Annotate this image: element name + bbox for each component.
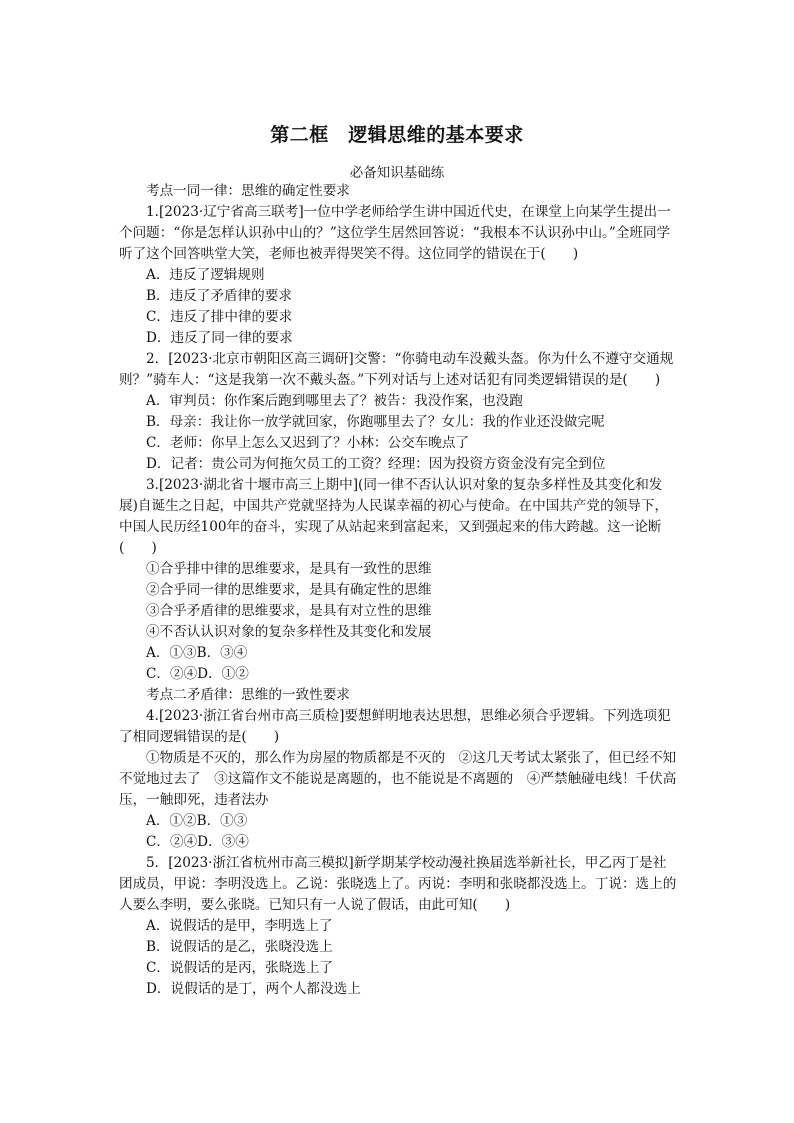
option-row: A．①③B．③④ bbox=[146, 645, 248, 661]
page-title: 第二框 逻辑思维的基本要求 bbox=[270, 124, 524, 146]
statement-items: ①物质是不灭的，那么作为房屋的物质都是不灭的 ②这几天考试太紧张了，但已经不知不觉地过去了 ③这篇作文不能说是离题的，也不能说是不离题的 ④严禁触碰电线！千伏高压，一触即死，违者法办 bbox=[119, 750, 677, 808]
option-a: A．违反了逻辑规则 bbox=[146, 267, 265, 283]
option-c: C．违反了排中律的要求 bbox=[146, 309, 293, 325]
option-b: B．违反了矛盾律的要求 bbox=[146, 288, 292, 304]
option-d: D．说假话的是丁，两个人都没选上 bbox=[146, 981, 361, 997]
option-row: C．②④D．③④ bbox=[146, 834, 249, 850]
statement-item: ②合乎同一律的思维要求，是具有确定性的思维 bbox=[146, 582, 432, 598]
statement-item: ③合乎矛盾律的思维要求，是具有对立性的思维 bbox=[146, 603, 432, 619]
option-b: B．说假话的是乙，张晓没选上 bbox=[146, 939, 333, 955]
option-b: B．母亲：我让你一放学就回家，你跑哪里去了？女儿：我的作业还没做完呢 bbox=[146, 414, 605, 430]
option-d: D．违反了同一律的要求 bbox=[146, 330, 293, 346]
question-stem: 4.[2023·浙江省台州市高三质检]要想鲜明地表达思想，思维必须合乎逻辑。下列选项犯了相同逻辑错误的是( ) bbox=[119, 708, 671, 745]
question-stem: 5．[2023·浙江省杭州市高三模拟]新学期某学校动漫社换届选举新社长，甲乙丙丁是社团成员，甲说：李明没选上。乙说：张晓选上了。丙说：李明和张晓都没选上。丁说：选上的人要么李明，要么张晓。已知只有一人说了假话，由此可知( ) bbox=[119, 855, 677, 913]
option-d: D．记者：贵公司为何拖欠员工的工资？经理：因为投资方资金没有完全到位 bbox=[146, 456, 606, 472]
question-stem: 2．[2023·北京市朝阳区高三调研]交警：“你骑电动车没戴头盔。你为什么不遵守交通规则？”骑车人：“这是我第一次不戴头盔。”下列对话与上述对话犯有同类逻辑错误的是( ) bbox=[119, 351, 674, 388]
option-row: C．②④D．①② bbox=[146, 666, 249, 682]
question-stem: 1.[2023·辽宁省高三联考]一位中学老师给学生讲中国近代史，在课堂上向某学生提出一个问题：“你是怎样认识孙中山的？”这位学生居然回答说：“我根本不认识孙中山。”全班同学听了这个回答哄堂大笑，老师也被弄得哭笑不得。这位同学的错误在于( ) bbox=[119, 204, 671, 262]
section-heading: 考点二矛盾律：思维的一致性要求 bbox=[146, 687, 350, 703]
question-content bbox=[119, 181, 679, 1000]
question-stem: 3.[2023·湖北省十堰市高三上期中](同一律不否认认识对象的复杂多样性及其变化和发展)自诞生之日起，中国共产党就坚持为人民谋幸福的初心与使命。在中国共产党的领导下，中国人民历经100年的奋斗，实现了从站起来到富起来，又到强起来的伟大跨越。这一论断( ) bbox=[119, 477, 669, 556]
statement-item: ④不否认认识对象的复杂多样性及其变化和发展 bbox=[146, 624, 432, 640]
statement-item: ①合乎排中律的思维要求，是具有一致性的思维 bbox=[146, 561, 432, 577]
option-row: A．①②B．①③ bbox=[146, 813, 248, 829]
option-c: C．老师：你早上怎么又迟到了？小林：公交车晚点了 bbox=[146, 435, 470, 451]
option-a: A．审判员：你作案后跑到哪里去了？被告：我没作案，也没跑 bbox=[146, 393, 523, 409]
option-c: C．说假话的是丙，张晓选上了 bbox=[146, 960, 334, 976]
option-a: A．说假话的是甲，李明选上了 bbox=[146, 918, 333, 934]
section-heading: 考点一同一律：思维的确定性要求 bbox=[146, 183, 350, 199]
section-subtitle: 必备知识基础练 bbox=[349, 165, 445, 181]
